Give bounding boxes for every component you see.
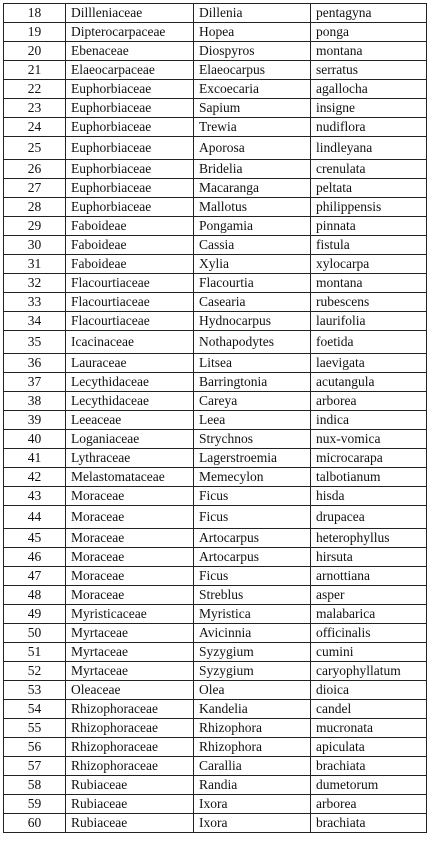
row-number-cell: 41 bbox=[4, 449, 66, 468]
table-row bbox=[4, 548, 427, 567]
row-number-cell: 18 bbox=[4, 4, 66, 23]
genus-cell: Ixora bbox=[194, 814, 311, 833]
family-cell: Melastomataceae bbox=[66, 468, 194, 487]
family-cell: Euphorbiaceae bbox=[66, 198, 194, 217]
genus-cell: Artocarpus bbox=[194, 548, 311, 567]
row-number-cell: 46 bbox=[4, 548, 66, 567]
species-cell: fistula bbox=[311, 236, 427, 255]
table-row bbox=[4, 160, 427, 179]
genus-cell: Syzygium bbox=[194, 643, 311, 662]
genus-cell: Dillenia bbox=[194, 4, 311, 23]
species-cell: brachiata bbox=[311, 757, 427, 776]
row-number-cell: 58 bbox=[4, 776, 66, 795]
family-cell: Faboideae bbox=[66, 255, 194, 274]
row-number-cell: 24 bbox=[4, 118, 66, 137]
family-cell: Dipterocarpaceae bbox=[66, 23, 194, 42]
row-number-cell: 40 bbox=[4, 430, 66, 449]
species-cell: brachiata bbox=[311, 814, 427, 833]
family-cell: Moraceae bbox=[66, 529, 194, 548]
family-cell: Euphorbiaceae bbox=[66, 80, 194, 99]
family-cell: Loganiaceae bbox=[66, 430, 194, 449]
table-row bbox=[4, 179, 427, 198]
family-cell: Leeaceae bbox=[66, 411, 194, 430]
table-row bbox=[4, 331, 427, 354]
row-number-cell: 35 bbox=[4, 331, 66, 354]
row-number-cell: 36 bbox=[4, 354, 66, 373]
row-number-cell: 34 bbox=[4, 312, 66, 331]
species-table bbox=[3, 3, 427, 833]
species-cell: pinnata bbox=[311, 217, 427, 236]
row-number-cell: 32 bbox=[4, 274, 66, 293]
family-cell: Lythraceae bbox=[66, 449, 194, 468]
species-cell: indica bbox=[311, 411, 427, 430]
row-number-cell: 29 bbox=[4, 217, 66, 236]
genus-cell: Kandelia bbox=[194, 700, 311, 719]
genus-cell: Elaeocarpus bbox=[194, 61, 311, 80]
family-cell: Euphorbiaceae bbox=[66, 160, 194, 179]
species-cell: rubescens bbox=[311, 293, 427, 312]
genus-cell: Pongamia bbox=[194, 217, 311, 236]
family-cell: Rhizophoraceae bbox=[66, 719, 194, 738]
family-cell: Elaeocarpaceae bbox=[66, 61, 194, 80]
genus-cell: Randia bbox=[194, 776, 311, 795]
species-cell: agallocha bbox=[311, 80, 427, 99]
row-number-cell: 42 bbox=[4, 468, 66, 487]
table-row bbox=[4, 776, 427, 795]
row-number-cell: 43 bbox=[4, 487, 66, 506]
table-row bbox=[4, 506, 427, 529]
family-cell: Moraceae bbox=[66, 487, 194, 506]
species-cell: serratus bbox=[311, 61, 427, 80]
family-cell: Lecythidaceae bbox=[66, 373, 194, 392]
species-cell: dumetorum bbox=[311, 776, 427, 795]
species-cell: foetida bbox=[311, 331, 427, 354]
family-cell: Myrtaceae bbox=[66, 643, 194, 662]
genus-cell: Careya bbox=[194, 392, 311, 411]
genus-cell: Streblus bbox=[194, 586, 311, 605]
table-row bbox=[4, 198, 427, 217]
row-number-cell: 52 bbox=[4, 662, 66, 681]
row-number-cell: 45 bbox=[4, 529, 66, 548]
row-number-cell: 21 bbox=[4, 61, 66, 80]
genus-cell: Aporosa bbox=[194, 137, 311, 160]
genus-cell: Diospyros bbox=[194, 42, 311, 61]
genus-cell: Ixora bbox=[194, 795, 311, 814]
genus-cell: Strychnos bbox=[194, 430, 311, 449]
table-row bbox=[4, 738, 427, 757]
table-row bbox=[4, 605, 427, 624]
table-row bbox=[4, 449, 427, 468]
species-cell: microcarapa bbox=[311, 449, 427, 468]
species-cell: officinalis bbox=[311, 624, 427, 643]
row-number-cell: 56 bbox=[4, 738, 66, 757]
family-cell: Euphorbiaceae bbox=[66, 99, 194, 118]
row-number-cell: 20 bbox=[4, 42, 66, 61]
species-cell: lindleyana bbox=[311, 137, 427, 160]
table-row bbox=[4, 430, 427, 449]
table-row bbox=[4, 392, 427, 411]
family-cell: Euphorbiaceae bbox=[66, 118, 194, 137]
family-cell: Euphorbiaceae bbox=[66, 179, 194, 198]
table-row bbox=[4, 42, 427, 61]
family-cell: Moraceae bbox=[66, 548, 194, 567]
family-cell: Faboideae bbox=[66, 236, 194, 255]
table-row bbox=[4, 643, 427, 662]
species-cell: laevigata bbox=[311, 354, 427, 373]
row-number-cell: 53 bbox=[4, 681, 66, 700]
family-cell: Flacourtiaceae bbox=[66, 274, 194, 293]
table-row bbox=[4, 354, 427, 373]
table-row bbox=[4, 700, 427, 719]
row-number-cell: 54 bbox=[4, 700, 66, 719]
species-cell: nux-vomica bbox=[311, 430, 427, 449]
table-row bbox=[4, 567, 427, 586]
family-cell: Euphorbiaceae bbox=[66, 137, 194, 160]
genus-cell: Avicinnia bbox=[194, 624, 311, 643]
genus-cell: Sapium bbox=[194, 99, 311, 118]
row-number-cell: 59 bbox=[4, 795, 66, 814]
family-cell: Moraceae bbox=[66, 506, 194, 529]
table-row bbox=[4, 4, 427, 23]
species-cell: arborea bbox=[311, 795, 427, 814]
row-number-cell: 23 bbox=[4, 99, 66, 118]
table-row bbox=[4, 236, 427, 255]
row-number-cell: 25 bbox=[4, 137, 66, 160]
row-number-cell: 26 bbox=[4, 160, 66, 179]
genus-cell: Macaranga bbox=[194, 179, 311, 198]
family-cell: Rubiaceae bbox=[66, 814, 194, 833]
table-row bbox=[4, 23, 427, 42]
species-cell: hirsuta bbox=[311, 548, 427, 567]
row-number-cell: 44 bbox=[4, 506, 66, 529]
family-cell: Myristicaceae bbox=[66, 605, 194, 624]
family-cell: Faboideae bbox=[66, 217, 194, 236]
genus-cell: Ficus bbox=[194, 567, 311, 586]
row-number-cell: 39 bbox=[4, 411, 66, 430]
genus-cell: Litsea bbox=[194, 354, 311, 373]
genus-cell: Xylia bbox=[194, 255, 311, 274]
genus-cell: Carallia bbox=[194, 757, 311, 776]
row-number-cell: 57 bbox=[4, 757, 66, 776]
genus-cell: Myristica bbox=[194, 605, 311, 624]
row-number-cell: 19 bbox=[4, 23, 66, 42]
row-number-cell: 60 bbox=[4, 814, 66, 833]
table-row bbox=[4, 586, 427, 605]
table-row bbox=[4, 529, 427, 548]
row-number-cell: 51 bbox=[4, 643, 66, 662]
family-cell: Lecythidaceae bbox=[66, 392, 194, 411]
species-cell: xylocarpa bbox=[311, 255, 427, 274]
genus-cell: Trewia bbox=[194, 118, 311, 137]
row-number-cell: 48 bbox=[4, 586, 66, 605]
family-cell: Dillleniaceae bbox=[66, 4, 194, 23]
family-cell: Lauraceae bbox=[66, 354, 194, 373]
table-row bbox=[4, 255, 427, 274]
row-number-cell: 30 bbox=[4, 236, 66, 255]
genus-cell: Rhizophora bbox=[194, 719, 311, 738]
table-row bbox=[4, 373, 427, 392]
species-cell: crenulata bbox=[311, 160, 427, 179]
genus-cell: Ficus bbox=[194, 487, 311, 506]
species-cell: montana bbox=[311, 42, 427, 61]
species-cell: hisda bbox=[311, 487, 427, 506]
species-cell: acutangula bbox=[311, 373, 427, 392]
table-row bbox=[4, 293, 427, 312]
family-cell: Ebenaceae bbox=[66, 42, 194, 61]
table-row bbox=[4, 468, 427, 487]
row-number-cell: 22 bbox=[4, 80, 66, 99]
species-cell: cumini bbox=[311, 643, 427, 662]
genus-cell: Ficus bbox=[194, 506, 311, 529]
row-number-cell: 31 bbox=[4, 255, 66, 274]
genus-cell: Mallotus bbox=[194, 198, 311, 217]
table-row bbox=[4, 624, 427, 643]
table-row bbox=[4, 137, 427, 160]
species-cell: pentagyna bbox=[311, 4, 427, 23]
row-number-cell: 27 bbox=[4, 179, 66, 198]
table-row bbox=[4, 411, 427, 430]
species-cell: arnottiana bbox=[311, 567, 427, 586]
family-cell: Rubiaceae bbox=[66, 795, 194, 814]
row-number-cell: 49 bbox=[4, 605, 66, 624]
genus-cell: Hydnocarpus bbox=[194, 312, 311, 331]
genus-cell: Flacourtia bbox=[194, 274, 311, 293]
species-cell: arborea bbox=[311, 392, 427, 411]
species-cell: dioica bbox=[311, 681, 427, 700]
species-cell: apiculata bbox=[311, 738, 427, 757]
genus-cell: Olea bbox=[194, 681, 311, 700]
family-cell: Rhizophoraceae bbox=[66, 700, 194, 719]
genus-cell: Leea bbox=[194, 411, 311, 430]
table-row bbox=[4, 662, 427, 681]
table-row bbox=[4, 217, 427, 236]
row-number-cell: 33 bbox=[4, 293, 66, 312]
species-cell: nudiflora bbox=[311, 118, 427, 137]
table-row bbox=[4, 99, 427, 118]
row-number-cell: 28 bbox=[4, 198, 66, 217]
table-row bbox=[4, 795, 427, 814]
row-number-cell: 55 bbox=[4, 719, 66, 738]
species-cell: asper bbox=[311, 586, 427, 605]
species-cell: heterophyllus bbox=[311, 529, 427, 548]
family-cell: Icacinaceae bbox=[66, 331, 194, 354]
table-row bbox=[4, 814, 427, 833]
genus-cell: Rhizophora bbox=[194, 738, 311, 757]
species-cell: caryophyllatum bbox=[311, 662, 427, 681]
species-cell: drupacea bbox=[311, 506, 427, 529]
species-cell: peltata bbox=[311, 179, 427, 198]
species-cell: talbotianum bbox=[311, 468, 427, 487]
family-cell: Moraceae bbox=[66, 586, 194, 605]
table-row bbox=[4, 61, 427, 80]
table-row bbox=[4, 274, 427, 293]
species-cell: candel bbox=[311, 700, 427, 719]
table-row bbox=[4, 118, 427, 137]
family-cell: Rubiaceae bbox=[66, 776, 194, 795]
family-cell: Myrtaceae bbox=[66, 662, 194, 681]
genus-cell: Memecylon bbox=[194, 468, 311, 487]
family-cell: Myrtaceae bbox=[66, 624, 194, 643]
genus-cell: Artocarpus bbox=[194, 529, 311, 548]
genus-cell: Casearia bbox=[194, 293, 311, 312]
family-cell: Flacourtiaceae bbox=[66, 312, 194, 331]
row-number-cell: 47 bbox=[4, 567, 66, 586]
table-row bbox=[4, 312, 427, 331]
species-cell: malabarica bbox=[311, 605, 427, 624]
genus-cell: Nothapodytes bbox=[194, 331, 311, 354]
genus-cell: Cassia bbox=[194, 236, 311, 255]
row-number-cell: 38 bbox=[4, 392, 66, 411]
row-number-cell: 50 bbox=[4, 624, 66, 643]
genus-cell: Excoecaria bbox=[194, 80, 311, 99]
row-number-cell: 37 bbox=[4, 373, 66, 392]
table-row bbox=[4, 80, 427, 99]
table-row bbox=[4, 719, 427, 738]
family-cell: Rhizophoraceae bbox=[66, 738, 194, 757]
genus-cell: Barringtonia bbox=[194, 373, 311, 392]
genus-cell: Syzygium bbox=[194, 662, 311, 681]
family-cell: Moraceae bbox=[66, 567, 194, 586]
family-cell: Oleaceae bbox=[66, 681, 194, 700]
species-table-body bbox=[4, 4, 427, 833]
species-cell: philippensis bbox=[311, 198, 427, 217]
species-cell: montana bbox=[311, 274, 427, 293]
table-row bbox=[4, 681, 427, 700]
species-cell: ponga bbox=[311, 23, 427, 42]
species-cell: laurifolia bbox=[311, 312, 427, 331]
family-cell: Rhizophoraceae bbox=[66, 757, 194, 776]
genus-cell: Bridelia bbox=[194, 160, 311, 179]
family-cell: Flacourtiaceae bbox=[66, 293, 194, 312]
table-row bbox=[4, 757, 427, 776]
genus-cell: Lagerstroemia bbox=[194, 449, 311, 468]
species-cell: mucronata bbox=[311, 719, 427, 738]
table-row bbox=[4, 487, 427, 506]
species-cell: insigne bbox=[311, 99, 427, 118]
genus-cell: Hopea bbox=[194, 23, 311, 42]
